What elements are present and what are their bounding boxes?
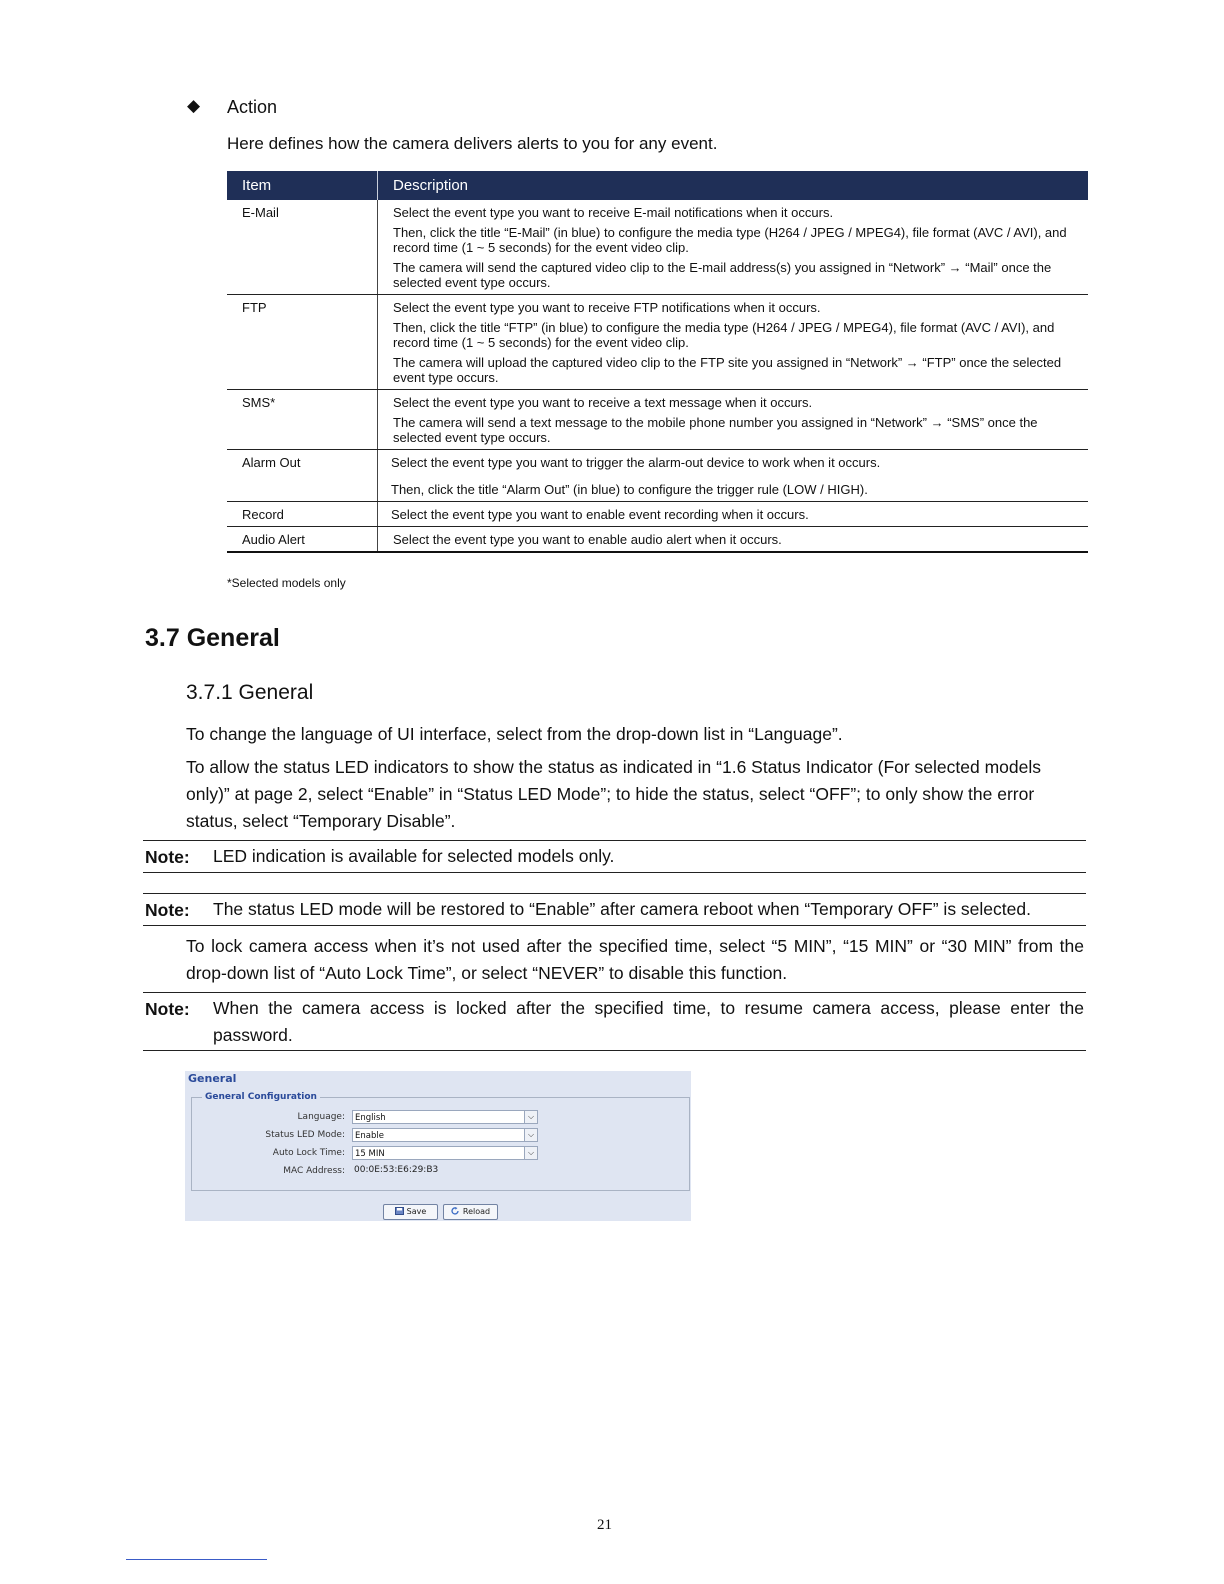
mac-address-label: MAC Address: <box>283 1166 345 1176</box>
table-row <box>227 295 1088 390</box>
page-number: 21 <box>597 1517 612 1533</box>
description-line: Then, click the title “Alarm Out” (in blue) to configure the trigger rule (LOW / HIGH). <box>391 482 868 497</box>
paragraph-status-led: To allow the status LED indicators to show the status as indicated in “1.6 Status Indicator (For selected models only)” at page 2, select “Enable” in “Status LED Mode”; to hide the status, select “OFF”; to only show the error status, select “Temporary Disable”. <box>186 757 1042 831</box>
column-header-description: Description <box>378 171 1089 200</box>
auto-lock-time-select[interactable] <box>352 1146 538 1160</box>
action-title: Action <box>227 97 278 117</box>
item-cell: E-Mail <box>227 200 378 295</box>
status-led-mode-select[interactable] <box>352 1128 538 1142</box>
status-led-mode-label: Status LED Mode: <box>265 1130 345 1140</box>
item-cell: Audio Alert <box>227 527 378 553</box>
note-led-restore: The status LED mode will be restored to “Enable” after camera reboot when “Temporary OFF” is selected. <box>213 899 1031 919</box>
reload-icon <box>451 1207 460 1215</box>
section-heading: 3.7 General <box>145 624 280 652</box>
note-divider <box>143 1050 1086 1051</box>
description-cell <box>378 295 1089 390</box>
fieldset-legend: General Configuration <box>202 1092 320 1102</box>
table-row <box>227 502 1088 527</box>
panel-title: General <box>188 1072 237 1085</box>
column-header-item: Item <box>227 171 378 200</box>
note-led-availability: LED indication is available for selected models only. <box>213 846 615 866</box>
item-cell: Alarm Out <box>227 450 378 502</box>
paragraph-language: To change the language of UI interface, select from the drop-down list in “Language”. <box>186 724 843 744</box>
general-config-panel <box>185 1071 691 1221</box>
chevron-down-icon[interactable]: ⌵ <box>524 1129 537 1141</box>
note-label: Note: <box>145 847 190 867</box>
description-line: The camera will send a text message to the mobile phone number you assigned in “Network” → “SMS” once the selected event type occurs. <box>393 415 1038 445</box>
item-cell: FTP <box>227 295 378 390</box>
item-cell: SMS* <box>227 390 378 450</box>
floppy-disk-icon <box>395 1207 404 1215</box>
description-line: Then, click the title “FTP” (in blue) to configure the media type (H264 / JPEG / MPEG4), file format (AVC / AVI), and record time (1 ~ 5 seconds) for the event video clip. <box>393 320 1055 350</box>
status-led-mode-value: Enable <box>355 1131 384 1141</box>
reload-button[interactable] <box>443 1204 498 1220</box>
item-cell: Record <box>227 502 378 527</box>
bullet-diamond-icon: ◆ <box>187 96 201 115</box>
table-row <box>227 527 1088 553</box>
description-line: Select the event type you want to receive FTP notifications when it occurs. <box>393 300 821 315</box>
paragraph-auto-lock: To lock camera access when it’s not used after the specified time, select “5 MIN”, “15 MIN” or “30 MIN” from the drop-down list of “Auto Lock Time”, or select “NEVER” to disable this function. <box>186 936 1084 983</box>
description-cell <box>378 200 1089 295</box>
save-button[interactable] <box>383 1204 438 1220</box>
description-line: Select the event type you want to receive a text message when it occurs. <box>393 395 813 410</box>
note-divider <box>143 925 1086 926</box>
note-label: Note: <box>145 999 190 1019</box>
auto-lock-time-label: Auto Lock Time: <box>272 1148 345 1158</box>
subsection-heading: 3.7.1 General <box>186 681 314 704</box>
note-divider <box>143 992 1086 993</box>
reload-button-label: Reload <box>462 1207 491 1216</box>
description-cell <box>378 390 1089 450</box>
table-footnote: *Selected models only <box>227 576 346 590</box>
auto-lock-time-value: 15 MIN <box>355 1149 385 1159</box>
table-row <box>227 450 1088 502</box>
language-label: Language: <box>297 1112 345 1122</box>
action-intro: Here defines how the camera delivers alerts to you for any event. <box>227 134 718 153</box>
description-line: Select the event type you want to enable event recording when it occurs. <box>391 507 809 522</box>
note-divider <box>143 872 1086 873</box>
description-line: Select the event type you want to enable audio alert when it occurs. <box>393 532 782 547</box>
description-line: Select the event type you want to receive E-mail notifications when it occurs. <box>393 205 834 220</box>
note-label: Note: <box>145 900 190 920</box>
description-line: Then, click the title “E-Mail” (in blue) to configure the media type (H264 / JPEG / MPEG4), file format (AVC / AVI), and record time (1 ~ 5 seconds) for the event video clip. <box>393 225 1067 255</box>
description-cell <box>378 450 1089 502</box>
table-row <box>227 390 1088 450</box>
language-select[interactable] <box>352 1110 538 1124</box>
note-divider <box>143 840 1086 841</box>
description-cell <box>378 527 1089 553</box>
note-divider <box>143 893 1086 894</box>
mac-address-value: 00:0E:53:E6:29:B3 <box>354 1165 439 1175</box>
chevron-down-icon[interactable]: ⌵ <box>524 1147 537 1159</box>
note-password: When the camera access is locked after the specified time, to resume camera access, please enter the password. <box>213 998 1084 1045</box>
description-cell <box>378 502 1089 527</box>
chevron-down-icon[interactable]: ⌵ <box>524 1111 537 1123</box>
save-button-label: Save <box>406 1207 427 1216</box>
language-value: English <box>355 1113 386 1123</box>
action-table <box>227 171 1088 553</box>
table-row <box>227 200 1088 295</box>
footnote-separator <box>126 1559 267 1560</box>
description-line: Select the event type you want to trigger the alarm-out device to work when it occurs. <box>391 455 881 470</box>
table-header-row <box>227 171 1088 200</box>
description-line: The camera will upload the captured video clip to the FTP site you assigned in “Network” → “FTP” once the selected event type occurs. <box>393 355 1062 385</box>
description-line: The camera will send the captured video clip to the E-mail address(s) you assigned in “Network” → “Mail” once the selected event type occurs. <box>393 260 1052 290</box>
